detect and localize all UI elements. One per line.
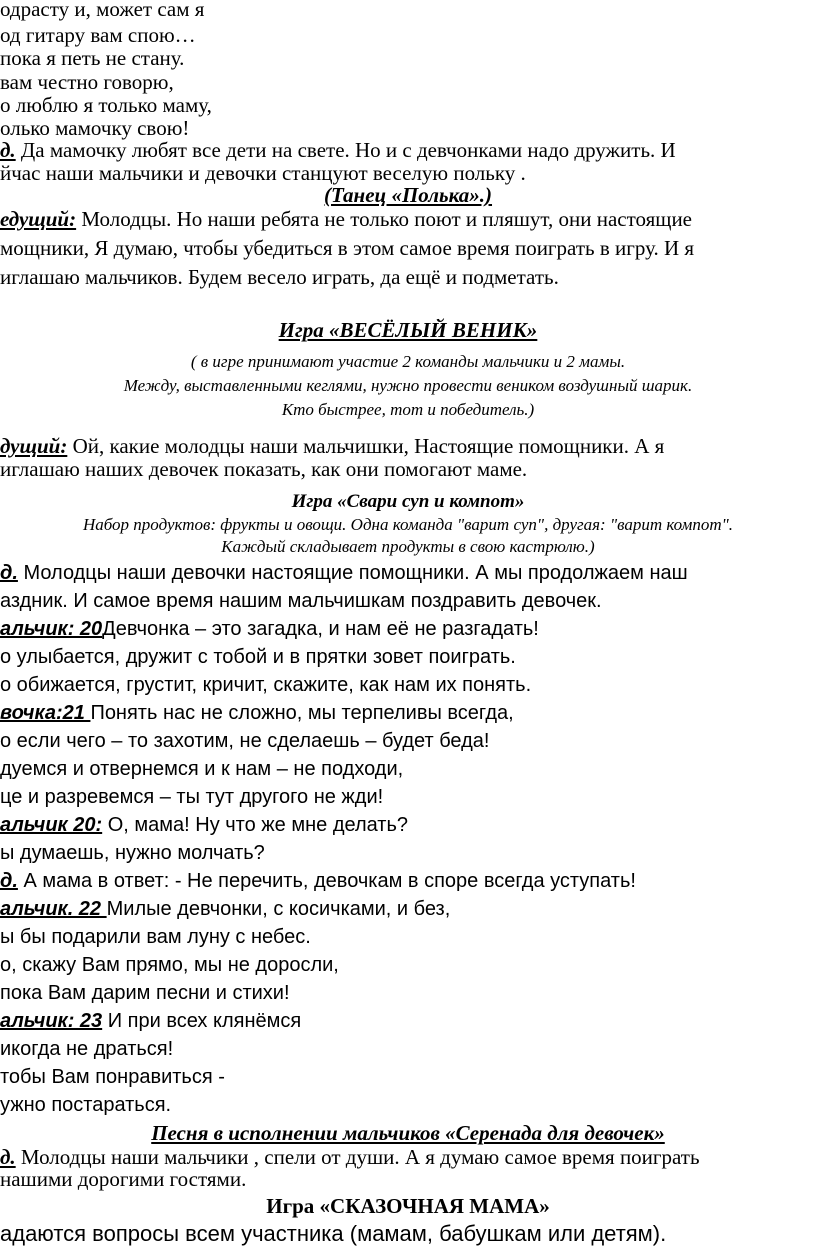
speech-text: Молодцы наши мальчики , спели от души. А я думаю самое время поиграть <box>15 1145 700 1169</box>
text-line <box>0 138 676 163</box>
speaker-label: д. <box>0 562 18 584</box>
poem-text: Девчонка – это загадка, и нам её не разгадать! <box>102 618 539 640</box>
game-description: Кто быстрее, тот и победитель.) <box>281 400 535 419</box>
text-line: пока я петь не стану. <box>0 46 185 70</box>
speaker-label: альчик: 23 <box>0 1010 103 1032</box>
text-line: одрасту и, может сам я <box>0 0 205 21</box>
text-line: о обижается, грустит, кричит, скажите, как нам их понять. <box>0 674 532 696</box>
game-heading: Игра «ВЕСЁЛЫЙ ВЕНИК» <box>278 318 538 342</box>
text-line: тобы Вам понравиться - <box>0 1066 225 1088</box>
text-line: адаются вопросы всем участника (мамам, бабушкам или детям). <box>0 1221 667 1246</box>
speaker-label: д. <box>0 138 16 162</box>
text-line <box>0 1010 301 1033</box>
text-line: о улыбается, дружит с тобой и в прятки зовет поиграть. <box>0 646 516 668</box>
speech-text: Молодцы наши девочки настоящие помощники. А мы продолжаем наш <box>17 562 688 584</box>
game-description: Каждый складывает продукты в свою кастрюлю.) <box>221 537 595 556</box>
poem-text: Понять нас не сложно, мы терпеливы всегда, <box>90 702 514 724</box>
text-line <box>0 898 450 921</box>
text-line: йчас наши мальчики и девочки станцуют веселую польку . <box>0 161 526 185</box>
text-line <box>0 434 664 459</box>
text-line: це и разревемся – ты тут другого не жди! <box>0 786 384 808</box>
text-line: о, скажу Вам прямо, мы не доросли, <box>0 954 339 976</box>
text-line: нашими дорогими гостями. <box>0 1167 247 1191</box>
text-line <box>0 702 514 725</box>
game-description: ( в игре принимают участие 2 команды мальчики и 2 мамы. <box>190 352 626 371</box>
text-line: олько мамочку свою! <box>0 116 190 140</box>
text-line <box>0 618 539 641</box>
speaker-label: едущий: <box>0 207 77 231</box>
song-heading: Песня в исполнении мальчиков «Серенада для девочек» <box>151 1121 665 1145</box>
speaker-label: дущий: <box>0 434 68 458</box>
text-line: иглашаю мальчиков. Будем весело играть, да ещё и подметать. <box>0 265 559 289</box>
dance-heading: (Танец «Полька».) <box>323 183 493 207</box>
speaker-label: д. <box>0 870 18 892</box>
speaker-label: альчик: 20 <box>0 618 103 640</box>
poem-text: О, мама! Ну что же мне делать? <box>102 814 409 836</box>
text-line: о если чего – то захотим, не сделаешь – будет беда! <box>0 730 490 752</box>
speech-text: Да мамочку любят все дети на свете. Но и с девчонками надо дружить. И <box>15 138 676 162</box>
game-heading: Игра «СКАЗОЧНАЯ МАМА» <box>266 1194 550 1218</box>
text-line <box>0 814 408 837</box>
text-line: ы думаешь, нужно молчать? <box>0 842 265 864</box>
text-line <box>0 207 692 232</box>
text-line: икогда не драться! <box>0 1038 174 1060</box>
text-line: аздник. И самое время нашим мальчишкам поздравить девочек. <box>0 590 602 612</box>
speaker-label: альчик 20: <box>0 814 103 836</box>
speaker-label: альчик. 22 <box>0 898 107 920</box>
speaker-label: вочка:21 <box>0 702 91 724</box>
text-line <box>0 562 688 585</box>
text-line: вам честно говорю, <box>0 70 174 94</box>
text-line: ы бы подарили вам луну с небес. <box>0 926 311 948</box>
text-line: пока Вам дарим песни и стихи! <box>0 982 290 1004</box>
text-line: дуемся и отвернемся и к нам – не подходи, <box>0 758 404 780</box>
game-heading: Игра «Свари суп и компот» <box>291 491 525 512</box>
text-line: ужно постараться. <box>0 1094 172 1116</box>
game-description: Между, выставленными кеглями, нужно провести веником воздушный шарик. <box>123 376 693 395</box>
speech-text: Ой, какие молодцы наши мальчишки, Настоящие помощники. А я <box>67 434 665 458</box>
speaker-label: д. <box>0 1145 16 1169</box>
speech-text: Молодцы. Но наши ребята не только поют и пляшут, они настоящие <box>76 207 692 231</box>
text-line: мощники, Я думаю, чтобы убедиться в этом самое время поиграть в игру. И я <box>0 236 695 260</box>
text-line: о люблю я только маму, <box>0 93 212 117</box>
poem-text: И при всех клянёмся <box>102 1010 302 1032</box>
text-line: иглашаю наших девочек показать, как они помогают маме. <box>0 457 528 481</box>
text-line: од гитару вам спою… <box>0 23 196 47</box>
text-line <box>0 870 636 893</box>
poem-text: А мама в ответ: - Не перечить, девочкам в споре всегда уступать! <box>17 870 636 892</box>
poem-text: Милые девчонки, с косичками, и без, <box>106 898 451 920</box>
game-description: Набор продуктов: фрукты и овощи. Одна команда "варит суп", другая: "варит компот". <box>82 515 734 534</box>
